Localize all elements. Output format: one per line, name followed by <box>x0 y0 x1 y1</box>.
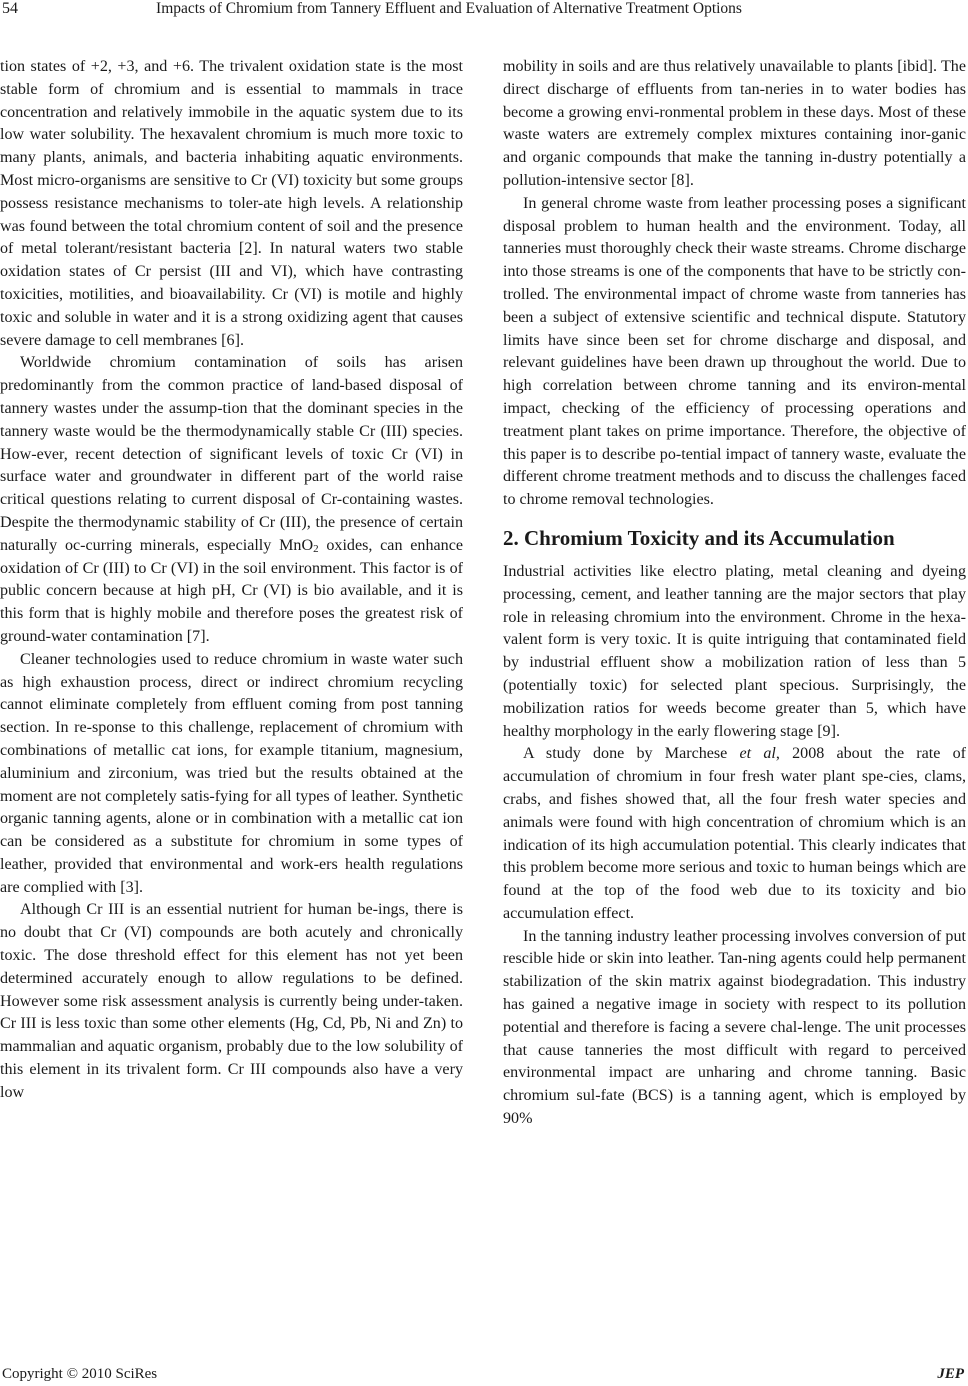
page-footer <box>0 1366 968 1386</box>
page-number: 54 <box>2 0 18 17</box>
paragraph: In the tanning industry leather processing involves conversion of put rescible hide or skin into leather. Tan-ning agents could help permanent stabilization of the skin matrix against biodegradation. This industry has gained a negative image in society with respect to its pollution potential and therefore is facing a severe chal-lenge. The unit processes that cause tanneries the most difficult with regard to perceived environmental impact are unharing and chrome tanning. Basic chromium sul-fate (BCS) is a tanning agent, which is employed by 90% <box>503 927 966 1128</box>
running-title: Impacts of Chromium from Tannery Effluent and Evaluation of Alternative Treatment Options <box>156 0 742 17</box>
paragraph: Worldwide chromium contamination of soils has arisen predominantly from the common practice of land-based disposal of tannery wastes under the assump-tion that the dominant species in the tannery waste would be the thermodynamically stable Cr (III) species. How-ever, recent detection of significant levels of toxic Cr (VI) in surface water and groundwater in different part of the world raise critical questions relating to current disposal of Cr-containing wastes. Despite the thermodynamic stability of Cr (III), the presence of certain naturally oc-curring minerals, especially MnO$_2$ oxides, can enhance oxidation of Cr (III) to Cr (VI) in the soil environment. This factor is of public concern because at high pH, Cr (VI) is bio available, and it is this form that is highly mobile and therefore poses the greatest risk of ground-water contamination [7]. <box>0 354 463 645</box>
paragraph: mobility in soils and are thus relatively unavailable to plants [ibid]. The direct discharge of effluents from tan-neries in to water bodies has become a growing envi-ronmental problem in these days. Most of these waste waters are extremely complex mixtures containing inor-ganic and organic compounds that make the tanning in-dustry potentially a pollution-intensive sector [8]. <box>503 58 966 189</box>
right-column <box>503 56 966 1131</box>
page-header <box>0 0 968 26</box>
paragraph: tion states of +2, +3, and +6. The trivalent oxidation state is the most stable form of chromium and is essential to mammals in trace concentration and relatively immobile in the aquatic system due to its low water solubility. The hexavalent chromium is much more toxic to many plants, animals, and bacteria inhabiting aquatic environments. Most micro-organisms are sensitive to Cr (VI) toxicity but some groups possess resistance mechanisms to toler-ate high levels. A relationship was found between the total chromium content of soil and the presence of metal tolerant/resistant bacteria [2]. In natural waters two stable oxidation states of Cr persist (III and VI), which have contrasting toxicities, motilities, and bioavailability. Cr (VI) is motile and highly toxic and soluble in water and it is a strong oxidizing agent that causes severe damage to cell membranes [6]. <box>0 58 463 349</box>
paragraph: In general chrome waste from leather processing poses a significant disposal problem to human health and the environment. Today, all tanneries must thoroughly check their waste streams. Chrome discharge into those streams is one of the components that have to be strictly con-trolled. The environmental impact of chrome waste from tanneries has been a subject of extensive scientific and technical dispute. Statutory limits have since been set for chrome discharge and disposal, and relevant guidelines have been drawn up throughout the world. Due to high correlation between chrome tanning and its environ-mental impact, checking of the efficiency of processing operations and treatment plant takes on prime importance. Therefore, the objective of this paper is to describe po-tential impact of tannery waste, evaluate the different chrome treatment methods and to discuss the challenges faced to chrome removal technologies. <box>503 194 966 509</box>
paragraph: Cleaner technologies used to reduce chromium in waste water such as high exhaustion process, direct or indirect chromium recycling cannot eliminate completely from effluent coming from post tanning section. In re-sponse to this challenge, replacement of chromium with combinations of metallic cat ions, for example titanium, magnesium, aluminium and zirconium, was tried but the results obtained at the moment are not completely satis-fying for all types of leather. Synthetic organic tanning agents, alone or in combination with a metallic cat ion can be considered as a substitute for chromium in some types of leather, provided that environmental and work-ers health regulations are complied with [3]. <box>0 650 463 896</box>
copyright-notice: Copyright © 2010 SciRes <box>2 1366 158 1382</box>
paragraph: Industrial activities like electro plating, metal cleaning and dyeing processing, cement, and leather tanning are the major sectors that play role in releasing chromium into the environment. Chrome in the hexa-valent form is very toxic. It is quite intriguing that contaminated field by industrial effluent show a mobilization ration of less than 5 (potentially toxic) for selected plant specious. Surprisingly, the mobilization ratios for weeds become greater than 5, which have healthy morphology in the early flowering stage [9]. <box>503 562 966 740</box>
paragraph: Although Cr III is an essential nutrient for human be-ings, there is no doubt that Cr (VI) compounds are both acutely and chronically toxic. The dose threshold effect for this element has not yet been determined accurately enough to allow regulations to be defined. However some risk assessment analysis is currently being under-taken. Cr III is less toxic than some other elements (Hg, Cd, Pb, Ni and Zn) to mammalian and aquatic organism, probably due to the low solubility of this element in its trivalent form. Cr III compounds also have a very low <box>0 901 463 1101</box>
paragraph: A study done by Marchese et al, 2008 about the rate of accumulation of chromium in four fresh water plant spe-cies, clams, crabs, and fishes showed that, all the four fresh water species and animals were found with high concentration of chromium which is an indication of its high accumulation potential. This clearly indicates that this problem become more serious and toxic to human beings which are found at the top of the food web due to its toxicity and bio accumulation effect. <box>503 745 967 922</box>
journal-abbreviation: JEP <box>937 1366 964 1382</box>
section-heading: 2. Chromium Toxicity and its Accumulation <box>503 525 895 550</box>
left-column <box>0 56 463 1105</box>
